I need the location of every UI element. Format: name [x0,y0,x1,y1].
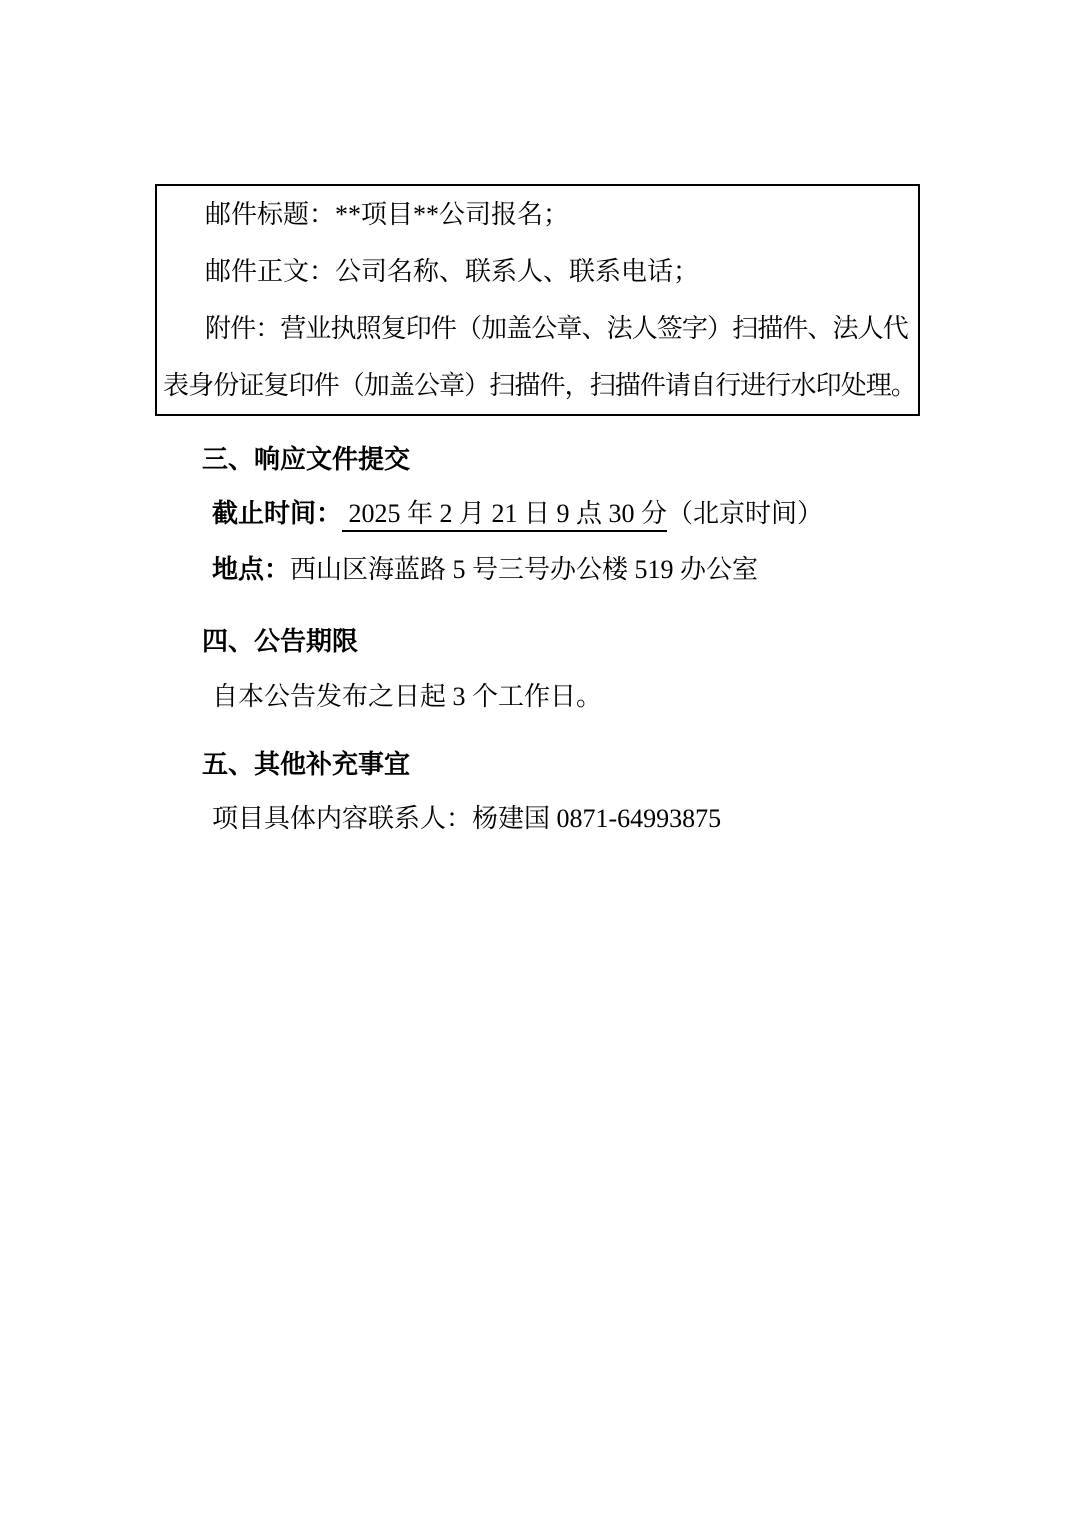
attachment-line-2: 表身份证复印件（加盖公章）扫描件，扫描件请自行进行水印处理。 [163,371,917,400]
announcement-period-line: 自本公告发布之日起 3 个工作日。 [212,682,603,711]
section-heading-submission: 三、响应文件提交 [202,445,411,474]
email-subject-line: 邮件标题：**项目**公司报名； [205,200,570,229]
deadline-value: 2025 年 2 月 21 日 9 点 30 分 [342,501,667,532]
deadline-timezone: （北京时间） [667,499,824,528]
email-body-line: 邮件正文：公司名称、联系人、联系电话； [205,257,700,286]
section-heading-announcement-period: 四、公告期限 [202,627,359,656]
location-value: 西山区海蓝路 5 号三号办公楼 519 办公室 [290,555,759,584]
location-label: 地点： [212,555,291,584]
attachment-line-1: 附件：营业执照复印件（加盖公章、法人签字）扫描件、法人代 [205,314,908,343]
location-line [212,557,758,583]
section-heading-other-matters: 五、其他补充事宜 [202,750,411,779]
deadline-label: 截止时间： [212,499,343,528]
email-requirements-box [155,184,920,416]
contact-line: 项目具体内容联系人：杨建国 0871-64993875 [212,804,722,833]
deadline-line [212,501,823,532]
